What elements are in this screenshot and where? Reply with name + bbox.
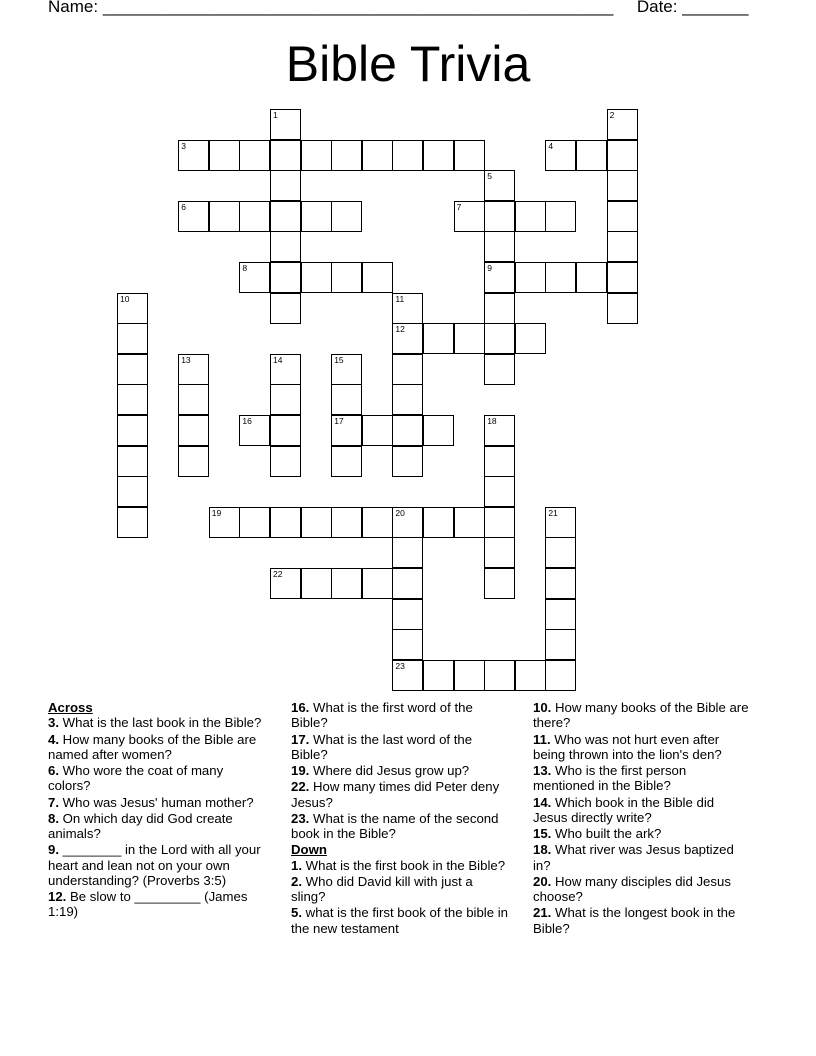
crossword-cell[interactable] [178, 446, 209, 477]
crossword-cell[interactable] [607, 201, 638, 232]
crossword-cell[interactable] [484, 537, 515, 568]
crossword-cell-8[interactable] [239, 262, 270, 293]
clue-text: On which day did God create animals? [48, 810, 233, 841]
clue-column-1 [48, 700, 266, 921]
crossword-cell[interactable] [331, 140, 362, 171]
down-clue-18 [533, 842, 751, 873]
clue-number-label: 22 [273, 569, 283, 579]
crossword-cell[interactable] [362, 415, 393, 446]
crossword-cell[interactable] [117, 476, 148, 507]
crossword-cell[interactable] [484, 660, 515, 691]
crossword-cell[interactable] [239, 140, 270, 171]
crossword-cell[interactable] [392, 537, 423, 568]
across-clue-19 [291, 763, 509, 778]
crossword-cell-23[interactable] [392, 660, 423, 691]
down-heading: Down [291, 842, 327, 858]
crossword-cell[interactable] [209, 201, 240, 232]
clue-number: 23. [291, 810, 310, 826]
crossword-cell[interactable] [484, 231, 515, 262]
clue-number-label: 2 [609, 110, 615, 120]
clue-column-3 [533, 700, 751, 937]
down-clue-2 [291, 874, 509, 905]
down-clue-10 [533, 700, 751, 731]
date-label: Date: [636, 0, 678, 16]
crossword-cell[interactable] [484, 568, 515, 599]
clue-number-label: 20 [395, 507, 405, 518]
clue-number: 3. [48, 715, 59, 731]
crossword-cell[interactable] [270, 231, 301, 262]
crossword-cell[interactable] [270, 140, 301, 171]
clue-number: 2. [291, 873, 302, 889]
crossword-cell-2[interactable] [607, 109, 638, 140]
crossword-cell[interactable] [178, 415, 209, 446]
crossword-cell[interactable] [607, 170, 638, 201]
across-clue-7 [48, 795, 266, 810]
clue-number: 4. [48, 731, 59, 747]
name-blank[interactable]: ______________________________________________________ [102, 0, 614, 16]
crossword-cell[interactable] [239, 507, 270, 538]
crossword-cell[interactable] [392, 629, 423, 660]
clue-number-label: 1 [273, 110, 278, 120]
crossword-cell[interactable] [270, 201, 301, 232]
crossword-cell-11[interactable] [392, 293, 423, 324]
clue-text: What is the last word of the Bible? [291, 731, 473, 762]
crossword-cell[interactable] [515, 262, 546, 293]
clue-text: Be slow to _________ (James 1:19) [48, 889, 248, 920]
clue-text: What river was Jesus baptized in? [533, 842, 734, 873]
clue-number: 22. [291, 779, 310, 795]
crossword-cell[interactable] [362, 507, 393, 538]
crossword-cell[interactable] [515, 323, 546, 354]
crossword-cell[interactable] [117, 354, 148, 385]
clue-number-label: 11 [395, 293, 405, 304]
crossword-cell[interactable] [301, 140, 332, 171]
clue-number-label: 3 [181, 140, 186, 151]
crossword-cell[interactable] [576, 262, 607, 293]
crossword-cell[interactable] [117, 384, 148, 415]
across-heading: Across [48, 700, 93, 715]
crossword-cell[interactable] [423, 323, 454, 354]
crossword-cell-1[interactable] [270, 109, 301, 140]
crossword-cell[interactable] [117, 323, 148, 354]
crossword-cell[interactable] [392, 446, 423, 477]
clue-number: 7. [48, 794, 59, 810]
crossword-cell[interactable] [484, 446, 515, 477]
crossword-cell[interactable] [607, 231, 638, 262]
clue-number: 5. [291, 905, 302, 921]
clue-number-label: 13 [181, 354, 191, 365]
clue-text: ________ in the Lord with all your heart and lean not on your own understanding? (Proverbs 3:5) [48, 842, 261, 888]
crossword-cell[interactable] [362, 568, 393, 599]
crossword-cell[interactable] [454, 323, 485, 354]
crossword-cell[interactable] [545, 262, 576, 293]
clue-text: what is the first book of the bible in the new testament [291, 905, 508, 936]
clue-number-label: 19 [211, 507, 222, 518]
down-clue-1 [291, 858, 509, 873]
clue-number-label: 16 [242, 416, 252, 426]
crossword-cell[interactable] [270, 446, 301, 477]
crossword-cell[interactable] [607, 293, 638, 324]
clue-number-label: 21 [548, 507, 558, 518]
crossword-cell[interactable] [117, 446, 148, 477]
crossword-cell-16[interactable] [239, 415, 270, 446]
crossword-cell[interactable] [270, 384, 301, 415]
clue-number-label: 18 [487, 416, 497, 426]
crossword-cell[interactable] [454, 660, 485, 691]
crossword-cell[interactable] [545, 201, 576, 232]
across-clue-6 [48, 763, 266, 794]
clue-text: What is the last book in the Bible? [59, 715, 262, 731]
down-clue-14 [533, 795, 751, 826]
across-clue-9 [48, 842, 266, 888]
clue-number: 13. [533, 763, 552, 778]
crossword-cell[interactable] [270, 170, 301, 201]
crossword-cell[interactable] [515, 201, 546, 232]
crossword-cell[interactable] [301, 507, 332, 538]
down-clue-11 [533, 732, 751, 763]
crossword-cell-5[interactable] [484, 170, 515, 201]
clue-number-label: 10 [120, 293, 130, 304]
clue-number-label: 8 [242, 263, 248, 273]
crossword-cell-4[interactable] [545, 140, 576, 171]
across-clue-17 [291, 732, 509, 763]
crossword-cell[interactable] [270, 293, 301, 324]
clue-number-label: 17 [334, 416, 344, 426]
date-blank[interactable]: _______ [682, 0, 749, 16]
clue-number: 20. [533, 873, 552, 889]
crossword-cell[interactable] [239, 201, 270, 232]
crossword-cell[interactable] [331, 568, 362, 599]
clue-text: Which book in the Bible did Jesus directly write? [533, 794, 715, 825]
crossword-cell[interactable] [270, 415, 301, 446]
crossword-cell[interactable] [331, 262, 362, 293]
crossword-cell[interactable] [454, 507, 485, 538]
clue-number: 17. [291, 731, 310, 747]
across-clue-22 [291, 779, 509, 810]
clue-text: Where did Jesus grow up? [309, 763, 470, 778]
clue-number-label: 23 [395, 660, 405, 671]
crossword-cell-3[interactable] [178, 140, 209, 171]
clue-number: 1. [291, 857, 302, 873]
crossword-cell[interactable] [454, 140, 485, 171]
crossword-cell[interactable] [117, 415, 148, 446]
crossword-cell[interactable] [178, 384, 209, 415]
crossword-cell[interactable] [423, 415, 454, 446]
crossword-cell[interactable] [392, 354, 423, 385]
clue-text: Who is the first person mentioned in the Bible? [533, 763, 687, 794]
crossword-cell[interactable] [484, 293, 515, 324]
down-clue-15 [533, 826, 751, 841]
crossword-cell[interactable] [392, 599, 423, 630]
crossword-cell[interactable] [331, 384, 362, 415]
across-clue-8 [48, 811, 266, 842]
clue-number: 15. [533, 826, 552, 841]
clue-text: How many disciples did Jesus choose? [533, 873, 731, 904]
down-clue-5 [291, 905, 509, 936]
clue-number-label: 9 [487, 263, 492, 273]
clue-number-label: 5 [487, 171, 492, 182]
crossword-cell-19[interactable] [209, 507, 240, 538]
clue-number: 16. [291, 700, 310, 715]
crossword-cell[interactable] [484, 323, 515, 354]
across-clue-23 [291, 811, 509, 842]
crossword-cell-7[interactable] [454, 201, 485, 232]
clue-text: Who wore the coat of many colors? [48, 763, 224, 794]
crossword-cell[interactable] [392, 140, 423, 171]
crossword-cell[interactable] [545, 660, 576, 691]
crossword-cell[interactable] [515, 660, 546, 691]
crossword-cell[interactable] [301, 201, 332, 232]
clue-text: Who was not hurt even after being thrown into the lion's den? [533, 731, 722, 762]
across-clue-4 [48, 732, 266, 763]
crossword-cell[interactable] [423, 507, 454, 538]
clue-text: How many books of the Bible are named after women? [48, 731, 257, 762]
clue-number: 9. [48, 842, 59, 858]
crossword-cell[interactable] [362, 140, 393, 171]
down-clue-20 [533, 874, 751, 905]
across-clue-12 [48, 889, 266, 920]
down-clue-21 [533, 905, 751, 936]
crossword-cell-14[interactable] [270, 354, 301, 385]
clue-number: 11. [533, 731, 551, 747]
crossword-cell[interactable] [117, 507, 148, 538]
crossword-cell[interactable] [484, 507, 515, 538]
crossword-cell[interactable] [423, 660, 454, 691]
crossword-cell-9[interactable] [484, 262, 515, 293]
crossword-cell[interactable] [270, 507, 301, 538]
crossword-cell-22[interactable] [270, 568, 301, 599]
clue-number-label: 7 [456, 201, 462, 212]
crossword-cell[interactable] [607, 262, 638, 293]
crossword-cell-10[interactable] [117, 293, 148, 324]
clue-number: 14. [533, 794, 552, 810]
crossword-cell[interactable] [331, 446, 362, 477]
clue-number-label: 15 [334, 354, 344, 365]
clue-number: 8. [48, 810, 59, 826]
crossword-cell[interactable] [301, 262, 332, 293]
crossword-cell-21[interactable] [545, 507, 576, 538]
clue-column-2 [291, 700, 509, 937]
crossword-cell[interactable] [545, 599, 576, 630]
clue-text: What is the name of the second book in the Bible? [291, 810, 499, 841]
crossword-cell[interactable] [576, 140, 607, 171]
crossword-cell-12[interactable] [392, 323, 423, 354]
crossword-cell[interactable] [423, 140, 454, 171]
across-clue-3 [48, 715, 266, 730]
crossword-cell[interactable] [392, 384, 423, 415]
down-clue-13 [533, 763, 751, 794]
clue-text: What is the first word of the Bible? [291, 700, 473, 731]
crossword-cell[interactable] [484, 476, 515, 507]
crossword-cell-17[interactable] [331, 415, 362, 446]
clue-number: 18. [533, 842, 552, 858]
clue-text: How many times did Peter deny Jesus? [291, 779, 500, 810]
clue-number-label: 14 [273, 354, 283, 365]
crossword-cell[interactable] [484, 201, 515, 232]
clue-number-label: 4 [548, 140, 554, 151]
crossword-cell[interactable] [607, 140, 638, 171]
crossword-cell-6[interactable] [178, 201, 209, 232]
clue-text: Who was Jesus' human mother? [59, 794, 254, 810]
clue-text: What is the first book in the Bible? [302, 857, 506, 873]
crossword-cell[interactable] [331, 507, 362, 538]
crossword-cell[interactable] [545, 629, 576, 660]
clue-number-label: 6 [181, 201, 186, 212]
crossword-cell[interactable] [545, 568, 576, 599]
crossword-cell-20[interactable] [392, 507, 423, 538]
name-label: Name: [48, 0, 99, 16]
crossword-cell-13[interactable] [178, 354, 209, 385]
across-clue-16 [291, 700, 509, 731]
clue-number: 21. [533, 905, 552, 921]
clue-number: 19. [291, 763, 310, 778]
crossword-cell[interactable] [301, 568, 332, 599]
crossword-cell[interactable] [209, 140, 240, 171]
crossword-cell[interactable] [392, 415, 423, 446]
clue-number: 10. [533, 700, 552, 715]
clue-text: Who built the ark? [551, 826, 662, 841]
crossword-cell[interactable] [484, 354, 515, 385]
crossword-cell[interactable] [331, 201, 362, 232]
crossword-cell[interactable] [392, 568, 423, 599]
crossword-cell[interactable] [545, 537, 576, 568]
clue-text: Who did David kill with just a sling? [291, 873, 473, 904]
crossword-cell[interactable] [362, 262, 393, 293]
clue-number-label: 12 [395, 324, 405, 335]
clue-number: 6. [48, 763, 59, 778]
clue-number: 12. [48, 889, 67, 904]
crossword-cell-15[interactable] [331, 354, 362, 385]
clue-text: How many books of the Bible are there? [533, 700, 749, 731]
crossword-cell[interactable] [270, 262, 301, 293]
clue-text: What is the longest book in the Bible? [533, 905, 736, 936]
crossword-cell-18[interactable] [484, 415, 515, 446]
page-title: Bible Trivia [285, 36, 531, 92]
